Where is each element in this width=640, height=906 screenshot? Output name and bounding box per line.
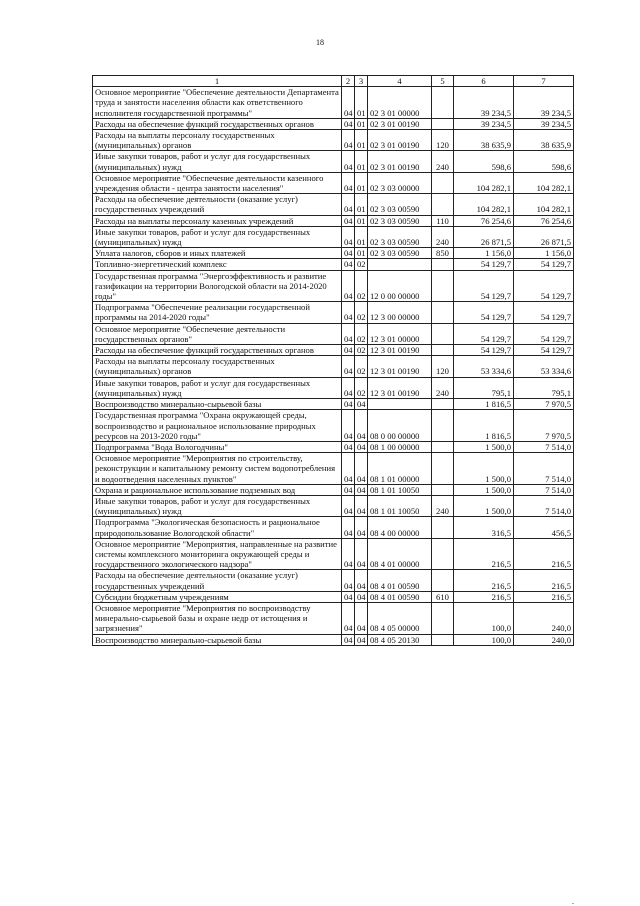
- target-article-code: 08 4 05 20130: [368, 634, 432, 645]
- amount-col-7: 7 514,0: [514, 484, 574, 495]
- amount-col-6: 38 635,9: [454, 130, 514, 151]
- amount-col-6: 53 334,6: [454, 356, 514, 377]
- amount-col-7: 7 514,0: [514, 495, 574, 516]
- amount-col-7: 76 254,6: [514, 215, 574, 226]
- amount-col-7: 104 282,1: [514, 172, 574, 193]
- section-code: 04: [342, 570, 355, 591]
- table-row: [93, 118, 574, 129]
- target-article-code: 08 1 01 00000: [368, 453, 432, 485]
- table-row: [93, 259, 574, 270]
- row-title: Основное мероприятие "Мероприятия по воспроизводству минерально-сырьевой базы и охране недр от истощения и загрязнения": [93, 602, 342, 634]
- section-code: 04: [342, 410, 355, 442]
- expense-type-code: 120: [432, 356, 454, 377]
- table-row: [93, 484, 574, 495]
- table-row: [93, 495, 574, 516]
- expense-type-code: [432, 484, 454, 495]
- row-title: Воспроизводство минерально-сырьевой базы: [93, 634, 342, 645]
- subsection-code: 02: [355, 323, 368, 344]
- section-code: 04: [342, 634, 355, 645]
- target-article-code: [368, 399, 432, 410]
- row-title: Расходы на выплаты персоналу государственных (муниципальных) органов: [93, 130, 342, 151]
- expense-type-code: [432, 538, 454, 570]
- subsection-code: 04: [355, 453, 368, 485]
- amount-col-6: 54 129,7: [454, 323, 514, 344]
- amount-col-6: 1 500,0: [454, 495, 514, 516]
- amount-col-6: 104 282,1: [454, 194, 514, 215]
- row-title: Основное мероприятие "Обеспечение деятельности Департамента труда и занятости населения области как ответственного исполнителя государственной программы": [93, 87, 342, 119]
- target-article-code: 08 4 01 00590: [368, 591, 432, 602]
- amount-col-7: 54 129,7: [514, 302, 574, 323]
- table-row: [93, 172, 574, 193]
- table-row: [93, 151, 574, 172]
- target-article-code: 12 3 01 00190: [368, 345, 432, 356]
- expense-type-code: [432, 302, 454, 323]
- amount-col-7: 598,6: [514, 151, 574, 172]
- target-article-code: 02 3 01 00000: [368, 87, 432, 119]
- subsection-code: 02: [355, 345, 368, 356]
- table-row: [93, 517, 574, 538]
- target-article-code: 12 3 01 00000: [368, 323, 432, 344]
- amount-col-6: 76 254,6: [454, 215, 514, 226]
- table-row: [93, 226, 574, 247]
- expense-type-code: 240: [432, 226, 454, 247]
- row-title: Иные закупки товаров, работ и услуг для государственных (муниципальных) нужд: [93, 377, 342, 398]
- amount-col-7: 240,0: [514, 634, 574, 645]
- expense-type-code: 240: [432, 377, 454, 398]
- subsection-code: 01: [355, 130, 368, 151]
- row-title: Основное мероприятие "Обеспечение деятельности государственных органов": [93, 323, 342, 344]
- header-col-3: 3: [355, 76, 368, 87]
- expense-type-code: 110: [432, 215, 454, 226]
- target-article-code: [368, 259, 432, 270]
- section-code: 04: [342, 441, 355, 452]
- header-col-1: 1: [93, 76, 342, 87]
- amount-col-7: 54 129,7: [514, 259, 574, 270]
- table-row: [93, 215, 574, 226]
- amount-col-7: 39 234,5: [514, 118, 574, 129]
- target-article-code: 08 4 05 00000: [368, 602, 432, 634]
- expense-type-code: 850: [432, 248, 454, 259]
- row-title: Государственная программа "Охрана окружающей среды, воспроизводство и рациональное использование природных ресурсов на 2013-2020 годы": [93, 410, 342, 442]
- table-row: [93, 356, 574, 377]
- amount-col-6: 100,0: [454, 634, 514, 645]
- subsection-code: 01: [355, 172, 368, 193]
- section-code: 04: [342, 118, 355, 129]
- expense-type-code: [432, 410, 454, 442]
- expense-type-code: [432, 602, 454, 634]
- subsection-code: 04: [355, 602, 368, 634]
- amount-col-6: 316,5: [454, 517, 514, 538]
- subsection-code: 04: [355, 441, 368, 452]
- expense-type-code: [432, 345, 454, 356]
- amount-col-6: 39 234,5: [454, 87, 514, 119]
- row-title: Расходы на выплаты персоналу казенных учреждений: [93, 215, 342, 226]
- amount-col-6: 216,5: [454, 538, 514, 570]
- subsection-code: 04: [355, 538, 368, 570]
- subsection-code: 02: [355, 356, 368, 377]
- table-row: [93, 194, 574, 215]
- subsection-code: 02: [355, 270, 368, 302]
- row-title: Основное мероприятие "Мероприятия по строительству, реконструкции и капитальному ремонту систем водопотребления и водоотведения населенных пунктов": [93, 453, 342, 485]
- amount-col-6: 1 156,0: [454, 248, 514, 259]
- section-code: 04: [342, 323, 355, 344]
- target-article-code: 08 4 01 00000: [368, 538, 432, 570]
- subsection-code: 04: [355, 399, 368, 410]
- expense-type-code: 120: [432, 130, 454, 151]
- subsection-code: 01: [355, 226, 368, 247]
- amount-col-7: 7 514,0: [514, 453, 574, 485]
- table-row: [93, 410, 574, 442]
- subsection-code: 01: [355, 87, 368, 119]
- subsection-code: 01: [355, 194, 368, 215]
- subsection-code: 04: [355, 484, 368, 495]
- amount-col-7: 104 282,1: [514, 194, 574, 215]
- table-row: [93, 591, 574, 602]
- row-title: Воспроизводство минерально-сырьевой базы: [93, 399, 342, 410]
- amount-col-6: 26 871,5: [454, 226, 514, 247]
- expense-type-code: [432, 259, 454, 270]
- table-row: [93, 377, 574, 398]
- table-row: [93, 634, 574, 645]
- amount-col-7: 38 635,9: [514, 130, 574, 151]
- subsection-code: 01: [355, 215, 368, 226]
- target-article-code: 02 3 01 00190: [368, 151, 432, 172]
- section-code: 04: [342, 194, 355, 215]
- target-article-code: 02 3 03 00590: [368, 248, 432, 259]
- target-article-code: 08 4 01 00590: [368, 570, 432, 591]
- amount-col-7: 216,5: [514, 538, 574, 570]
- table-body: [93, 87, 574, 646]
- section-code: 04: [342, 484, 355, 495]
- target-article-code: 02 3 01 00190: [368, 130, 432, 151]
- subsection-code: 01: [355, 118, 368, 129]
- row-title: Охрана и рациональное использование подземных вод: [93, 484, 342, 495]
- section-code: 04: [342, 453, 355, 485]
- expense-type-code: 240: [432, 151, 454, 172]
- expense-type-code: [432, 323, 454, 344]
- section-code: 04: [342, 151, 355, 172]
- section-code: 04: [342, 87, 355, 119]
- target-article-code: 02 3 03 00000: [368, 172, 432, 193]
- amount-col-7: 216,5: [514, 570, 574, 591]
- target-article-code: 08 0 00 00000: [368, 410, 432, 442]
- row-title: Подпрограмма "Экологическая безопасность и рациональное природопользование Вологодской области": [93, 517, 342, 538]
- row-title: Расходы на обеспечение деятельности (оказание услуг) государственных учреждений: [93, 570, 342, 591]
- row-title: Иные закупки товаров, работ и услуг для государственных (муниципальных) нужд: [93, 495, 342, 516]
- target-article-code: 12 0 00 00000: [368, 270, 432, 302]
- target-article-code: 12 3 01 00190: [368, 356, 432, 377]
- amount-col-7: 53 334,6: [514, 356, 574, 377]
- header-col-7: 7: [514, 76, 574, 87]
- target-article-code: 12 3 01 00190: [368, 377, 432, 398]
- expense-type-code: 240: [432, 495, 454, 516]
- row-title: Основное мероприятие "Обеспечение деятельности казенного учреждения области - центра занятости населения": [93, 172, 342, 193]
- amount-col-6: 598,6: [454, 151, 514, 172]
- header-col-2: 2: [342, 76, 355, 87]
- section-code: 04: [342, 517, 355, 538]
- subsection-code: 04: [355, 495, 368, 516]
- subsection-code: 01: [355, 248, 368, 259]
- section-code: 04: [342, 356, 355, 377]
- amount-col-6: 795,1: [454, 377, 514, 398]
- target-article-code: 08 4 00 00000: [368, 517, 432, 538]
- amount-col-6: 1 816,5: [454, 399, 514, 410]
- target-article-code: 02 3 03 00590: [368, 226, 432, 247]
- amount-col-6: 104 282,1: [454, 172, 514, 193]
- page-number: 18: [316, 38, 324, 47]
- amount-col-7: 54 129,7: [514, 323, 574, 344]
- expense-type-code: [432, 270, 454, 302]
- row-title: Подпрограмма "Вода Вологодчины": [93, 441, 342, 452]
- table-row: [93, 248, 574, 259]
- section-code: 04: [342, 399, 355, 410]
- section-code: 04: [342, 495, 355, 516]
- row-title: Подпрограмма "Обеспечение реализации государственной программы на 2014-2020 годы": [93, 302, 342, 323]
- amount-col-7: 54 129,7: [514, 345, 574, 356]
- amount-col-6: 216,5: [454, 591, 514, 602]
- header-col-4: 4: [368, 76, 432, 87]
- target-article-code: 08 1 01 10050: [368, 495, 432, 516]
- expense-type-code: [432, 399, 454, 410]
- row-title: Расходы на обеспечение функций государственных органов: [93, 118, 342, 129]
- subsection-code: 01: [355, 151, 368, 172]
- subsection-code: 04: [355, 410, 368, 442]
- amount-col-7: 795,1: [514, 377, 574, 398]
- section-code: 04: [342, 602, 355, 634]
- row-title: Расходы на выплаты персоналу государственных (муниципальных) органов: [93, 356, 342, 377]
- section-code: 04: [342, 248, 355, 259]
- expense-type-code: [432, 570, 454, 591]
- target-article-code: 02 3 03 00590: [368, 215, 432, 226]
- amount-col-7: 39 234,5: [514, 87, 574, 119]
- row-title: Расходы на обеспечение деятельности (оказание услуг) государственных учреждений: [93, 194, 342, 215]
- amount-col-7: 7 970,5: [514, 410, 574, 442]
- expense-type-code: [432, 87, 454, 119]
- expense-type-code: [432, 172, 454, 193]
- table-row: [93, 270, 574, 302]
- table-row: [93, 345, 574, 356]
- expense-type-code: [432, 441, 454, 452]
- target-article-code: 02 3 01 00190: [368, 118, 432, 129]
- amount-col-7: 26 871,5: [514, 226, 574, 247]
- target-article-code: 08 1 00 00000: [368, 441, 432, 452]
- subsection-code: 02: [355, 302, 368, 323]
- amount-col-6: 1 500,0: [454, 453, 514, 485]
- row-title: Топливно-энергетический комплекс: [93, 259, 342, 270]
- section-code: 04: [342, 259, 355, 270]
- section-code: 04: [342, 345, 355, 356]
- section-code: 04: [342, 130, 355, 151]
- table-row: [93, 538, 574, 570]
- table-row: [93, 302, 574, 323]
- section-code: 04: [342, 538, 355, 570]
- amount-col-6: 54 129,7: [454, 302, 514, 323]
- header-row: [93, 76, 574, 87]
- target-article-code: 12 3 00 00000: [368, 302, 432, 323]
- subsection-code: 04: [355, 570, 368, 591]
- amount-col-6: 54 129,7: [454, 259, 514, 270]
- amount-col-6: 1 500,0: [454, 441, 514, 452]
- amount-col-6: 54 129,7: [454, 345, 514, 356]
- header-col-6: 6: [454, 76, 514, 87]
- subsection-code: 04: [355, 591, 368, 602]
- row-title: Расходы на обеспечение функций государственных органов: [93, 345, 342, 356]
- amount-col-6: 39 234,5: [454, 118, 514, 129]
- section-code: 04: [342, 226, 355, 247]
- expense-type-code: 610: [432, 591, 454, 602]
- amount-col-6: 100,0: [454, 602, 514, 634]
- amount-col-7: 1 156,0: [514, 248, 574, 259]
- subsection-code: 04: [355, 517, 368, 538]
- row-title: Основное мероприятие "Мероприятия, направленные на развитие системы комплексного мониторинга окружающей среды и государственного экологического надзора": [93, 538, 342, 570]
- table-row: [93, 441, 574, 452]
- amount-col-7: 216,5: [514, 591, 574, 602]
- amount-col-6: 54 129,7: [454, 270, 514, 302]
- amount-col-7: 7 970,5: [514, 399, 574, 410]
- row-title: Государственная программа "Энергоэффективность и развитие газификации на территории Вологодской области на 2014-2020 годы": [93, 270, 342, 302]
- table-row: [93, 323, 574, 344]
- section-code: 04: [342, 591, 355, 602]
- amount-col-7: 240,0: [514, 602, 574, 634]
- amount-col-6: 1 816,5: [454, 410, 514, 442]
- table-row: [93, 87, 574, 119]
- header-col-5: 5: [432, 76, 454, 87]
- expense-type-code: [432, 634, 454, 645]
- amount-col-6: 216,5: [454, 570, 514, 591]
- budget-table: [92, 75, 574, 646]
- subsection-code: 02: [355, 259, 368, 270]
- table-row: [93, 453, 574, 485]
- amount-col-7: 456,5: [514, 517, 574, 538]
- section-code: 04: [342, 302, 355, 323]
- expense-type-code: [432, 453, 454, 485]
- target-article-code: 08 1 01 10050: [368, 484, 432, 495]
- subsection-code: 02: [355, 377, 368, 398]
- row-title: Уплата налогов, сборов и иных платежей: [93, 248, 342, 259]
- section-code: 04: [342, 215, 355, 226]
- row-title: Иные закупки товаров, работ и услуг для государственных (муниципальных) нужд: [93, 226, 342, 247]
- subsection-code: 04: [355, 634, 368, 645]
- row-title: Субсидии бюджетным учреждениям: [93, 591, 342, 602]
- table-row: [93, 130, 574, 151]
- amount-col-7: 7 514,0: [514, 441, 574, 452]
- expense-type-code: [432, 118, 454, 129]
- scan-mark: .: [572, 897, 574, 906]
- row-title: Иные закупки товаров, работ и услуг для государственных (муниципальных) нужд: [93, 151, 342, 172]
- amount-col-6: 1 500,0: [454, 484, 514, 495]
- table-row: [93, 399, 574, 410]
- table-row: [93, 570, 574, 591]
- section-code: 04: [342, 270, 355, 302]
- amount-col-7: 54 129,7: [514, 270, 574, 302]
- expense-type-code: [432, 194, 454, 215]
- section-code: 04: [342, 172, 355, 193]
- section-code: 04: [342, 377, 355, 398]
- target-article-code: 02 3 03 00590: [368, 194, 432, 215]
- expense-type-code: [432, 517, 454, 538]
- table-row: [93, 602, 574, 634]
